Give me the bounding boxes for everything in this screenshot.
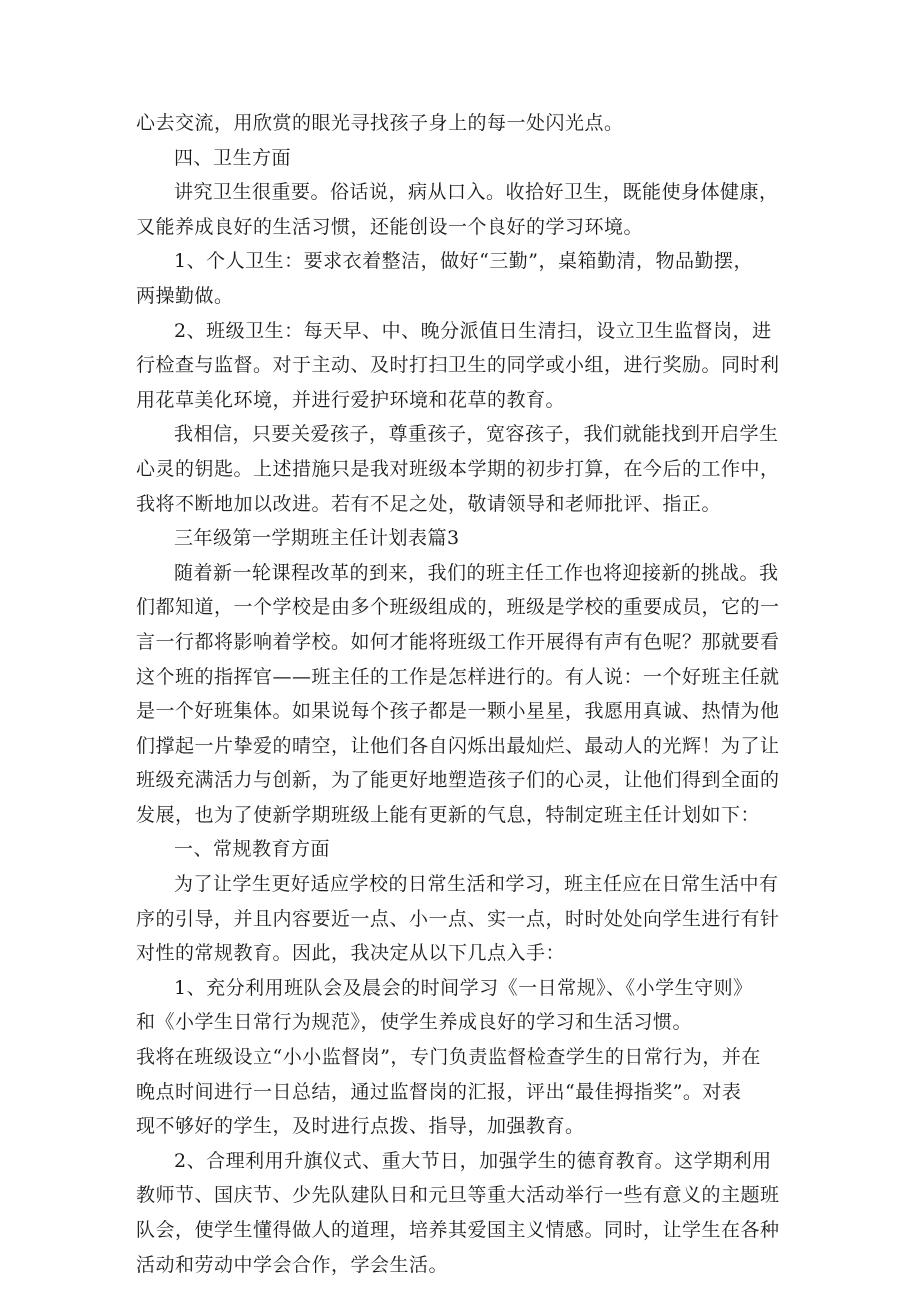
text-line: 们撑起一片挚爱的晴空，让他们各自闪烁出最灿烂、最动人的光辉！为了让 — [136, 734, 780, 757]
text-line: 为了让学生更好适应学校的日常生活和学习，班主任应在日常生活中有 — [174, 873, 779, 896]
text-line: 1、个人卫生：要求衣着整洁，做好“三勤”，桌箱勤清，物品勤摆， — [174, 250, 754, 273]
text-line: 四、卫生方面 — [174, 146, 292, 169]
text-line: 2、合理利用升旗仪式、重大节日，加强学生的德育教育。这学期利用 — [174, 1149, 772, 1172]
text-line: 讲究卫生很重要。俗话说，病从口入。收拾好卫生，既能使身体健康， — [174, 181, 779, 204]
text-line: 晚点时间进行一日总结，通过监督岗的汇报，评出“最佳拇指奖”。对表 — [136, 1080, 742, 1103]
text-line: 2、班级卫生：每天早、中、晚分派值日生清扫，设立卫生监督岗，进 — [174, 319, 772, 342]
text-line: 们都知道，一个学校是由多个班级组成的，班级是学校的重要成员，它的一 — [136, 596, 780, 619]
document-body — [136, 106, 796, 1282]
text-line: 我相信，只要关爱孩子，尊重孩子，宽容孩子，我们就能找到开启学生 — [174, 423, 779, 446]
text-line: 发展，也为了使新学期班级上能有更新的气息，特制定班主任计划如下： — [136, 803, 761, 826]
text-line: 1、充分利用班队会及晨会的时间学习《一日常规》、《小学生守则》 — [174, 976, 753, 999]
text-line: 这个班的指挥官——班主任的工作是怎样进行的。有人说：一个好班主任就 — [136, 665, 780, 688]
text-line: 三年级第一学期班主任计划表篇3 — [174, 527, 460, 550]
text-line: 两操勤做。 — [136, 284, 234, 307]
text-line: 和《小学生日常行为规范》，使学生养成良好的学习和生活习惯。 — [136, 1011, 693, 1034]
text-line: 心去交流，用欣赏的眼光寻找孩子身上的每一处闪光点。 — [136, 112, 624, 134]
text-line: 一、常规教育方面 — [174, 838, 331, 861]
text-line: 队会，使学生懂得做人的道理，培养其爱国主义情感。同时，让学生在各种 — [136, 1219, 780, 1241]
text-line: 又能养成良好的生活习惯，还能创设一个良好的学习环境。 — [136, 215, 644, 238]
text-line: 言一行都将影响着学校。如何才能将班级工作开展得有声有色呢？那就要看 — [136, 630, 780, 653]
text-line: 随着新一轮课程改革的到来，我们的班主任工作也将迎接新的挑战。我 — [174, 561, 779, 584]
text-line: 现不够好的学生，及时进行点拨、指导，加强教育。 — [136, 1115, 585, 1138]
text-line: 对性的常规教育。因此，我决定从以下几点入手： — [136, 942, 566, 965]
text-line: 用花草美化环境，并进行爱护环境和花草的教育。 — [136, 388, 566, 411]
text-line: 班级充满活力与创新，为了能更好地塑造孩子们的心灵，让他们得到全面的 — [136, 769, 780, 792]
text-line: 行检查与监督。对于主动、及时打扫卫生的同学或小组，进行奖励。同时利 — [136, 354, 780, 377]
text-line: 我将不断地加以改进。若有不足之处，敬请领导和老师批评、指正。 — [136, 492, 722, 515]
text-line: 教师节、国庆节、少先队建队日和元旦等重大活动举行一些有意义的主题班 — [136, 1184, 780, 1207]
text-line: 活动和劳动中学会合作，学会生活。 — [136, 1253, 449, 1276]
text-line: 是一个好班集体。如果说每个孩子都是一颗小星星，我愿用真诚、热情为他 — [136, 700, 780, 723]
text-line: 序的引导，并且内容要近一点、小一点、实一点，时时处处向学生进行有针 — [136, 907, 780, 930]
text-line: 我将在班级设立“小小监督岗”，专门负责监督检查学生的日常行为，并在 — [136, 1046, 761, 1069]
text-line: 心灵的钥匙。上述措施只是我对班级本学期的初步打算，在今后的工作中， — [136, 457, 780, 480]
